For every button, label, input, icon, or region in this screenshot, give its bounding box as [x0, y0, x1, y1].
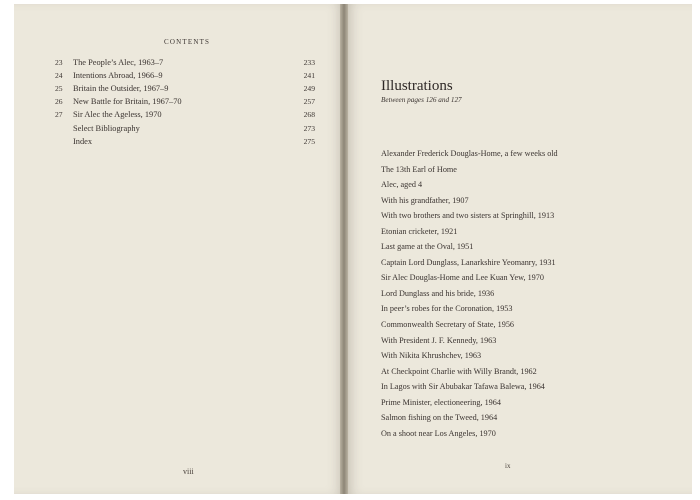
- contents-entry: [55, 69, 315, 82]
- illustration-entry: At Checkpoint Charlie with Willy Brandt, 1962: [381, 366, 537, 376]
- page-number: 233: [303, 58, 315, 67]
- chapter-title: Britain the Outsider, 1967–9: [73, 84, 169, 93]
- illustration-entry: Lord Dunglass and his bride, 1936: [381, 288, 495, 298]
- contents-entry: [55, 135, 315, 148]
- chapter-number: 27: [55, 110, 63, 119]
- illustration-entry: With President J. F. Kennedy, 1963: [381, 335, 497, 345]
- contents-heading: CONTENTS: [164, 38, 211, 46]
- book-gutter: [340, 4, 348, 494]
- illustration-entry: With two brothers and two sisters at Springhill, 1913: [381, 211, 555, 221]
- contents-entry: [55, 108, 315, 121]
- illustration-entry: Alexander Frederick Douglas-Home, a few weeks old: [381, 149, 558, 158]
- section-title: Select Bibliography: [73, 124, 140, 133]
- illustration-entry: Alec, aged 4: [381, 180, 423, 190]
- illustration-entry: Commonwealth Secretary of State, 1956: [381, 320, 515, 330]
- illustration-entry: Last game at the Oval, 1951: [381, 242, 474, 252]
- chapter-title: Intentions Abroad, 1966–9: [73, 71, 163, 80]
- page-number: 241: [303, 71, 315, 80]
- chapter-number: 24: [55, 71, 63, 80]
- chapter-number: 25: [55, 84, 63, 93]
- page-number: 275: [303, 137, 315, 146]
- illustration-entry: Etonian cricketer, 1921: [381, 226, 458, 236]
- page-folio: viii: [183, 467, 194, 476]
- chapter-title: New Battle for Britain, 1967–70: [73, 97, 182, 106]
- illustration-entry: Sir Alec Douglas-Home and Lee Kuan Yew, 1970: [381, 273, 544, 283]
- illustrations-subtitle: Between pages 126 and 127: [381, 96, 462, 104]
- illustration-entry: Salmon fishing on the Tweed, 1964: [381, 413, 498, 423]
- chapter-title: The People’s Alec, 1963–7: [73, 58, 164, 67]
- chapter-number: 26: [55, 97, 63, 106]
- illustration-entry: With Nikita Khrushchev, 1963: [381, 351, 482, 361]
- page-number: 257: [303, 97, 315, 106]
- illustration-entry: In Lagos with Sir Abubakar Tafawa Balewa, 1964: [381, 382, 545, 392]
- contents-entry: [55, 122, 315, 135]
- page-number: 268: [303, 110, 315, 119]
- page-number: 273: [303, 124, 315, 133]
- page-folio: ix: [505, 462, 511, 470]
- illustration-entry: The 13th Earl of Home: [381, 164, 457, 174]
- contents-entry: [55, 95, 315, 108]
- illustration-entry: In peer’s robes for the Coronation, 1953: [381, 304, 513, 314]
- contents-entry: [55, 82, 315, 95]
- chapter-title: Sir Alec the Ageless, 1970: [73, 110, 162, 119]
- illustration-entry: Prime Minister, electioneering, 1964: [381, 397, 501, 407]
- page-number: 249: [303, 84, 315, 93]
- illustration-entry: With his grandfather, 1907: [381, 195, 469, 205]
- contents-list: [55, 56, 315, 148]
- illustration-entry: Captain Lord Dunglass, Lanarkshire Yeomanry, 1931: [381, 257, 556, 267]
- illustration-entry: On a shoot near Los Angeles, 1970: [381, 428, 496, 438]
- chapter-number: 23: [55, 58, 63, 67]
- illustrations-list: [381, 146, 671, 441]
- illustrations-title: Illustrations: [381, 78, 453, 94]
- section-title: Index: [73, 137, 93, 146]
- contents-entry: [55, 56, 315, 69]
